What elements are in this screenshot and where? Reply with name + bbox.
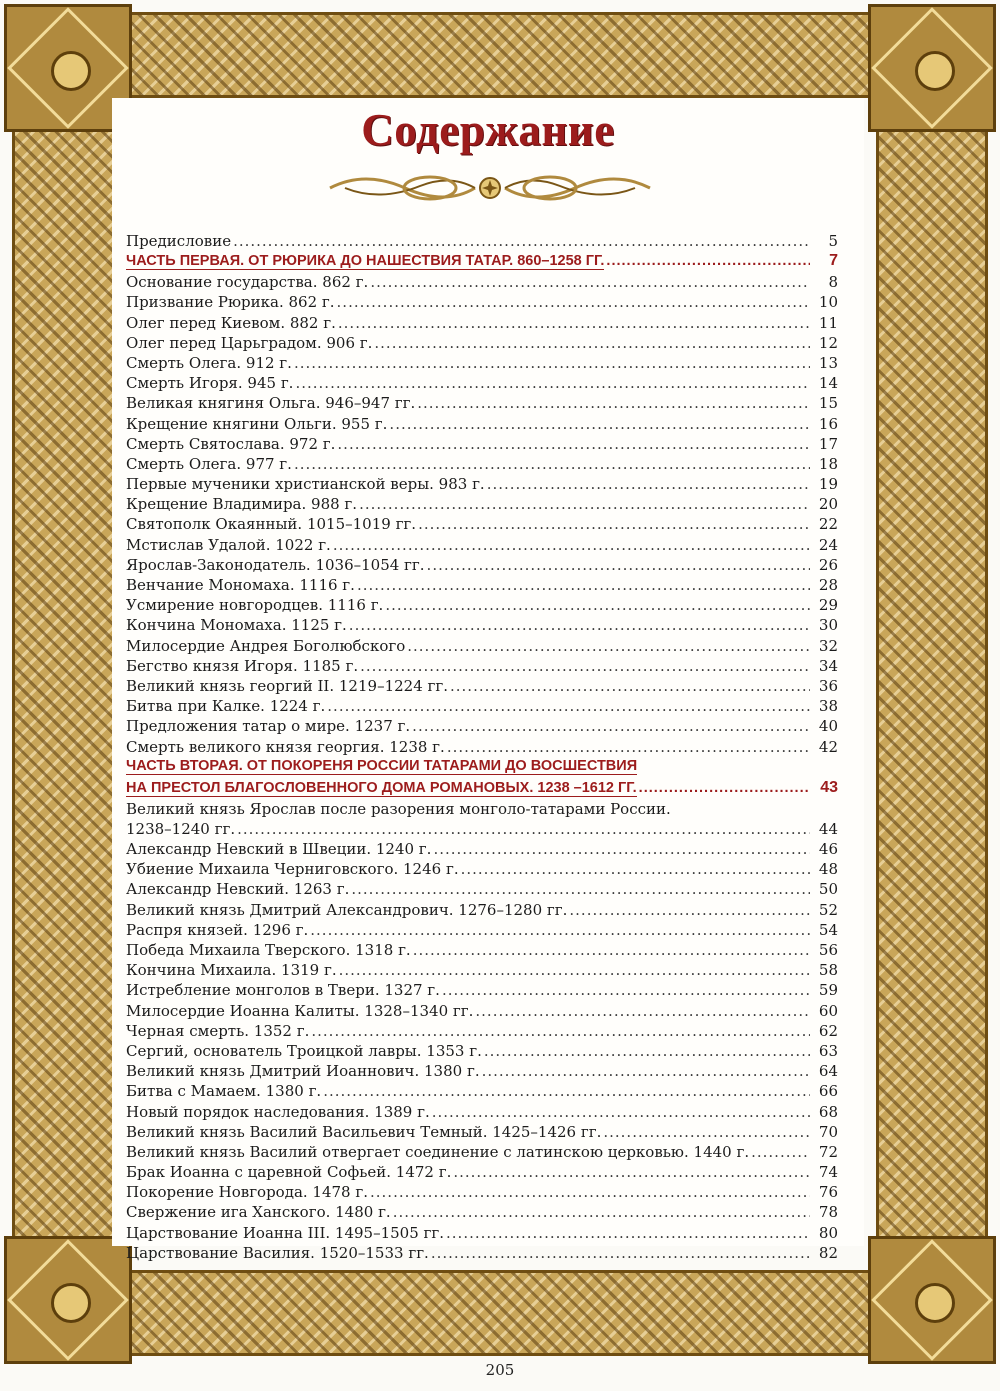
frame-bottom-band	[12, 1270, 988, 1356]
dot-leader	[359, 495, 810, 513]
toc-entry-label: Мстислав Удалой. 1022 г.	[126, 535, 331, 554]
toc-part1-list	[126, 273, 838, 758]
toc-entry-page: 29	[818, 596, 838, 615]
toc-entry-label: Ярослав-Законодатель. 1036–1054 гг.	[126, 555, 425, 574]
toc-entry-label: 1238–1240 гг.	[126, 819, 236, 838]
toc-entry-label: Свержение ига Ханского. 1480 г.	[126, 1203, 391, 1222]
toc-entry[interactable]	[126, 314, 838, 334]
toc-entry-page: 63	[818, 1041, 838, 1060]
toc-entry-page: 44	[818, 819, 838, 838]
toc-entry[interactable]	[126, 273, 838, 293]
dot-leader	[351, 880, 810, 898]
toc-entry-page: 13	[818, 353, 838, 372]
dot-leader	[337, 435, 810, 453]
toc-entry[interactable]	[126, 1022, 838, 1042]
toc-entry-page: 42	[818, 737, 838, 756]
toc-entry-page: 82	[818, 1243, 838, 1262]
toc-entry[interactable]	[126, 1082, 838, 1102]
toc-entry-page: 19	[818, 475, 838, 494]
toc-entry-label: Александр Невский. 1263 г.	[126, 880, 350, 899]
toc-entry-page: 60	[818, 1001, 838, 1020]
toc-entry-label: Великая княгиня Ольга. 946–947 гг.	[126, 394, 416, 413]
dot-leader	[374, 334, 810, 352]
toc-entry-page: 66	[818, 1082, 838, 1101]
toc-entry-page: 80	[818, 1223, 838, 1242]
toc-entry[interactable]	[126, 961, 838, 981]
toc-entry[interactable]	[126, 1244, 838, 1264]
toc-entry-page: 11	[818, 313, 838, 332]
toc-entry-label: Предисловие	[126, 232, 232, 250]
dot-leader	[339, 961, 810, 979]
toc-entry-page: 46	[818, 840, 838, 859]
dot-leader	[413, 941, 810, 959]
toc-entry[interactable]	[126, 354, 838, 374]
toc-entry[interactable]	[126, 1002, 838, 1022]
dot-leader	[338, 314, 810, 332]
toc-entry[interactable]	[126, 901, 838, 921]
toc-entry[interactable]	[126, 515, 838, 535]
toc-entry-page: 32	[818, 636, 838, 655]
dot-leader	[433, 840, 810, 858]
dot-leader	[450, 677, 810, 695]
dot-leader	[418, 515, 810, 533]
toc-entry[interactable]	[126, 677, 838, 697]
dot-leader	[442, 981, 810, 999]
dot-leader	[389, 415, 810, 433]
toc-entry-page: 54	[818, 920, 838, 939]
toc-entry-page: 8	[828, 273, 838, 292]
dot-leader	[407, 637, 810, 655]
toc-entry-page: 26	[818, 555, 838, 574]
dot-leader	[393, 1203, 810, 1221]
toc-part-page: 7	[829, 252, 838, 270]
dot-leader	[412, 717, 810, 735]
toc-entry[interactable]	[126, 1143, 838, 1163]
toc-entry[interactable]	[126, 596, 838, 616]
toc-entry-label: Царствование Василия. 1520–1533 гг.	[126, 1243, 429, 1262]
toc-entry-label: Покорение Новгорода. 1478 г.	[126, 1183, 368, 1202]
toc-entry[interactable]	[126, 1203, 838, 1223]
toc-entry-label: Призвание Рюрика. 862 г.	[126, 293, 335, 312]
toc-entry-label: Крещение княгини Ольги. 955 г.	[126, 414, 388, 433]
toc-entry-page: 5	[828, 232, 838, 250]
dot-leader	[639, 780, 810, 796]
toc-entry-label: Новый порядок наследования. 1389 г.	[126, 1102, 430, 1121]
toc-entry-page: 10	[818, 293, 838, 312]
toc-entry-label: Победа Михаила Тверского. 1318 г.	[126, 941, 411, 959]
toc-entry-label: Кончина Михаила. 1319 г.	[126, 961, 337, 980]
toc-entry-page: 30	[818, 616, 838, 635]
dot-leader	[233, 232, 810, 250]
dot-leader	[333, 536, 810, 554]
toc-entry-page: 40	[818, 717, 838, 736]
toc-entry-page: 24	[818, 535, 838, 554]
toc-entry[interactable]	[126, 1062, 838, 1082]
toc-entry-page: 59	[818, 981, 838, 1000]
toc-entry[interactable]	[126, 394, 838, 414]
toc-entry[interactable]	[126, 637, 838, 657]
toc-entry[interactable]	[126, 717, 838, 737]
toc-entry-page: 16	[818, 414, 838, 433]
title-ornament-icon	[325, 168, 655, 208]
dot-leader	[294, 455, 810, 473]
toc-entry[interactable]	[126, 495, 838, 515]
toc-entry-page: 17	[818, 434, 838, 453]
table-of-contents	[126, 232, 838, 1264]
toc-entry[interactable]	[126, 435, 838, 455]
toc-entry[interactable]	[126, 921, 838, 941]
toc-entry-page: 56	[818, 941, 838, 959]
dot-leader	[427, 556, 810, 574]
dot-leader	[603, 1123, 810, 1141]
dot-leader	[311, 1022, 810, 1040]
dot-leader	[385, 596, 810, 614]
toc-entry-preface[interactable]	[126, 232, 838, 252]
toc-entry-label: Истребление монголов в Твери. 1327 г.	[126, 981, 440, 1000]
toc-entry-page: 20	[818, 495, 838, 514]
toc-entry-page: 76	[818, 1183, 838, 1202]
toc-entry[interactable]	[126, 981, 838, 1001]
toc-entry-label: Олег перед Киевом. 882 г.	[126, 313, 336, 332]
toc-entry-page: 78	[818, 1203, 838, 1222]
toc-entry-label: Битва при Калке. 1224 г.	[126, 697, 326, 716]
toc-entry-label: Смерть Игоря. 945 г.	[126, 374, 294, 393]
dot-leader	[295, 374, 810, 392]
frame-left-band	[12, 12, 124, 1356]
toc-entry[interactable]	[126, 941, 838, 961]
toc-entry[interactable]	[126, 1183, 838, 1203]
toc-entry-label: Брак Иоанна с царевной Софьей. 1472 г.	[126, 1163, 452, 1182]
toc-entry-page: 15	[818, 394, 838, 413]
toc-entry-label: Олег перед Царьградом. 906 г.	[126, 333, 373, 352]
toc-entry-label: Распря князей. 1296 г.	[126, 920, 309, 939]
toc-entry-page: 18	[818, 454, 838, 473]
toc-entry-label: Венчание Мономаха. 1116 г.	[126, 576, 355, 594]
dot-leader	[417, 394, 810, 412]
toc-entry[interactable]	[126, 616, 838, 636]
dot-leader	[360, 657, 810, 675]
dot-leader	[237, 820, 810, 838]
toc-entry[interactable]	[126, 415, 838, 435]
toc-entry[interactable]	[126, 1123, 838, 1143]
toc-entry-label: Убиение Михаила Черниговского. 1246 г.	[126, 860, 459, 879]
toc-part-page: 43	[820, 778, 838, 796]
toc-entry[interactable]	[126, 860, 838, 880]
toc-part-label: ЧАСТЬ ПЕРВАЯ. ОТ РЮРИКА ДО НАШЕСТВИЯ ТАТАР. 860–1258 ГГ.	[126, 253, 605, 270]
toc-entry-label: Смерть Олега. 977 г.	[126, 454, 292, 473]
dot-leader	[482, 1062, 810, 1080]
frame-corner-bottom-left	[4, 1236, 132, 1364]
frame-right-band	[876, 12, 988, 1356]
frame-top-band	[12, 12, 988, 98]
dot-leader	[357, 576, 810, 594]
dot-leader	[606, 253, 810, 269]
page-number: 205	[485, 1361, 515, 1379]
toc-entry-page: 28	[818, 576, 838, 594]
toc-entry-page: 36	[818, 676, 838, 695]
toc-entry-label: Александр Невский в Швеции. 1240 г.	[126, 840, 432, 859]
toc-entry-page: 52	[818, 900, 838, 919]
toc-entry[interactable]	[126, 657, 838, 677]
frame-corner-bottom-right	[868, 1236, 996, 1364]
toc-entry-label: Черная смерть. 1352 г.	[126, 1021, 310, 1040]
toc-entry-page: 72	[818, 1142, 838, 1161]
toc-part-heading-1[interactable]	[126, 252, 838, 273]
toc-entry-label: Крещение Владимира. 988 г.	[126, 495, 358, 514]
dot-leader	[337, 293, 810, 311]
toc-entry-label: Святополк Окаянный. 1015–1019 гг.	[126, 515, 417, 534]
dot-leader	[323, 1082, 810, 1100]
dot-leader	[294, 354, 810, 372]
toc-part2-list	[126, 840, 838, 1264]
toc-entry-label: Кончина Мономаха. 1125 г.	[126, 616, 347, 635]
toc-entry[interactable]	[126, 536, 838, 556]
toc-entry-label: Милосердие Андрея Боголюбского	[126, 636, 406, 655]
dot-leader	[431, 1244, 810, 1262]
toc-entry-label: Великий князь георгий II. 1219–1224 гг.	[126, 676, 448, 695]
toc-entry-label: Великий князь Дмитрий Александрович. 1276–1280 гг.	[126, 900, 568, 919]
dot-leader	[432, 1103, 810, 1121]
toc-entry-label: Сергий, основатель Троицкой лавры. 1353 г.	[126, 1041, 482, 1060]
toc-entry-page: 62	[818, 1021, 838, 1040]
toc-entry-page: 50	[818, 880, 838, 899]
toc-entry-page: 48	[818, 860, 838, 879]
toc-entry-page: 22	[818, 515, 838, 534]
dot-leader	[484, 1042, 810, 1060]
toc-entry[interactable]	[126, 556, 838, 576]
toc-entry[interactable]	[126, 576, 838, 596]
dot-leader	[475, 1002, 810, 1020]
dot-leader	[370, 1183, 810, 1201]
toc-entry-label: Великий князь Василий отвергает соединение с латинскою церковью. 1440 г.	[126, 1142, 750, 1161]
toc-part-heading-2-line1[interactable]	[126, 758, 838, 779]
toc-entry[interactable]	[126, 374, 838, 394]
toc-entry-page: 68	[818, 1102, 838, 1121]
dot-leader	[487, 475, 810, 493]
toc-entry-label: Великий князь Ярослав после разорения монголо-татарами России.	[126, 799, 671, 818]
toc-entry-page: 34	[818, 656, 838, 675]
toc-entry[interactable]	[126, 840, 838, 860]
toc-entry-label: Смерть Олега. 912 г.	[126, 353, 292, 372]
toc-entry[interactable]	[126, 738, 838, 758]
toc-entry-label: Смерть Святослава. 972 г.	[126, 434, 336, 453]
toc-entry[interactable]	[126, 820, 838, 840]
toc-entry[interactable]	[126, 334, 838, 354]
frame-corner-top-right	[868, 4, 996, 132]
toc-part-label: ЧАСТЬ ВТОРАЯ. ОТ ПОКОРЕНЯ РОССИИ ТАТАРАМИ ДО ВОСШЕСТВИЯ	[126, 757, 638, 774]
toc-part-label: НА ПРЕСТОЛ БЛАГОСЛОВЕННОГО ДОМА РОМАНОВЫХ. 1238 –1612 ГГ.	[126, 779, 637, 796]
toc-entry-page: 38	[818, 697, 838, 716]
toc-entry-label: Основание государства. 862 г.	[126, 273, 369, 292]
toc-entry[interactable]	[126, 1163, 838, 1183]
toc-entry[interactable]	[126, 293, 838, 313]
toc-entry-label: Милосердие Иоанна Калиты. 1328–1340 гг.	[126, 1001, 474, 1020]
toc-entry[interactable]	[126, 1103, 838, 1123]
toc-entry[interactable]	[126, 455, 838, 475]
toc-entry-label: Царствование Иоанна III. 1495–1505 гг.	[126, 1223, 445, 1242]
dot-leader	[447, 738, 810, 756]
dot-leader	[370, 273, 810, 291]
toc-entry-page: 74	[818, 1163, 838, 1182]
toc-entry-label: Великий князь Дмитрий Иоаннович. 1380 г.	[126, 1062, 480, 1081]
dot-leader	[310, 921, 810, 939]
toc-part-heading-2[interactable]	[126, 779, 838, 800]
toc-entry-page: 64	[818, 1062, 838, 1081]
toc-entry-label: Бегство князя Игоря. 1185 г.	[126, 656, 359, 675]
toc-entry-label: Смерть великого князя георгия. 1238 г.	[126, 737, 445, 756]
toc-entry-page: 12	[818, 333, 838, 352]
dot-leader	[461, 860, 810, 878]
toc-entry-page: 14	[818, 374, 838, 393]
toc-entry-label: Первые мученики христианской веры. 983 г.	[126, 475, 485, 494]
toc-entry[interactable]	[126, 1224, 838, 1244]
toc-entry[interactable]	[126, 475, 838, 495]
dot-leader	[446, 1224, 810, 1242]
toc-entry[interactable]	[126, 1042, 838, 1062]
dot-leader	[349, 616, 810, 634]
dot-leader	[751, 1143, 810, 1161]
toc-entry[interactable]	[126, 697, 838, 717]
dot-leader	[327, 697, 810, 715]
toc-entry-label: Великий князь Василий Васильевич Темный. 1425–1426 гг.	[126, 1122, 602, 1141]
toc-entry-label: Усмирение новгородцев. 1116 г.	[126, 596, 384, 615]
page-title: Содержание	[361, 105, 615, 155]
dot-leader	[569, 901, 810, 919]
dot-leader	[453, 1163, 810, 1181]
toc-entry-label: Предложения татар о мире. 1237 г.	[126, 717, 411, 736]
toc-entry-label: Битва с Мамаем. 1380 г.	[126, 1082, 322, 1101]
toc-entry[interactable]	[126, 880, 838, 900]
toc-entry-line1[interactable]	[126, 800, 838, 820]
toc-entry-page: 58	[818, 961, 838, 980]
toc-entry-page: 70	[818, 1122, 838, 1141]
